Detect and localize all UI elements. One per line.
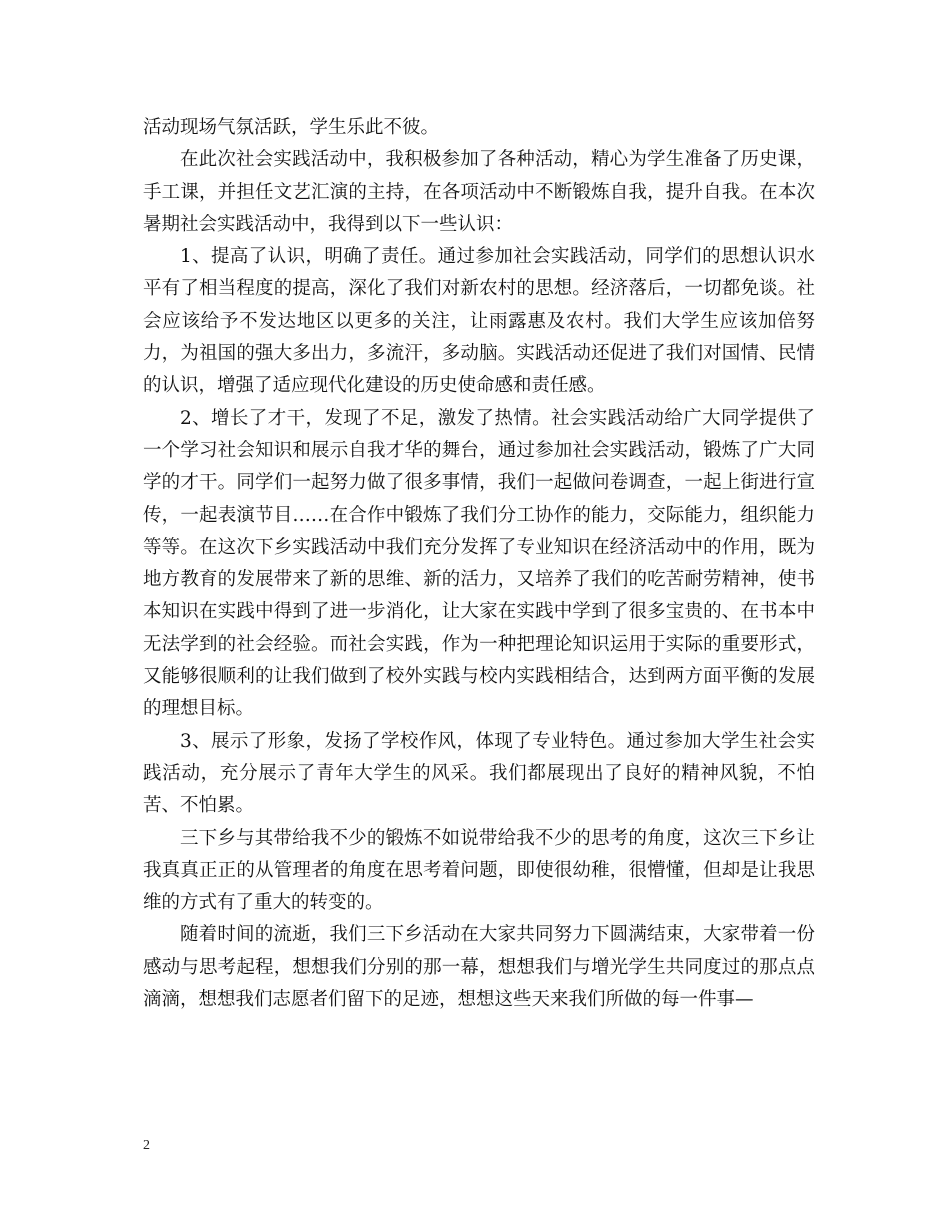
paragraph-3: 1、提高了认识，明确了责任。通过参加社会实践活动，同学们的思想认识水平有了相当程度的提高，深化了我们对新农村的思想。经济落后，一切都免谈。社会应该给予不发达地区以更多的关注，让雨露惠及农村。我们大学生应该加倍努力，为祖国的强大多出力，多流汗，多动脑。实践活动还促进了我们对国情、民情的认识，增强了适应现代化建设的历史使命感和责任感。 (143, 246, 815, 397)
paragraph-1: 活动现场气氛活跃，学生乐此不彼。 (143, 117, 440, 138)
paragraph-6: 三下乡与其带给我不少的锻炼不如说带给我不少的思考的角度，这次三下乡让我真真正正的从管理者的角度在思考着问题，即使很幼稚，很懵懂，但却是让我思维的方式有了重大的转变的。 (143, 827, 815, 914)
paragraph-4: 2、增长了才干，发现了不足，激发了热情。社会实践活动给广大同学提供了一个学习社会知识和展示自我才华的舞台，通过参加社会实践活动，锻炼了广大同学的才干。同学们一起努力做了很多事情，我们一起做问卷调查，一起上街进行宣传，一起表演节目……在合作中锻炼了我们分工协作的能力，交际能力，组织能力等等。在这次下乡实践活动中我们充分发挥了专业知识在经济活动中的作用，既为地方教育的发展带来了新的思维、新的活力，又培养了我们的吃苦耐劳精神，使书本知识在实践中得到了进一步消化，让大家在实践中学到了很多宝贵的、在书本中无法学到的社会经验。而社会实践，作为一种把理论知识运用于实际的重要形式，又能够很顺利的让我们做到了校外实践与校内实践相结合，达到两方面平衡的发展的理想目标。 (143, 407, 815, 720)
document-body (143, 112, 815, 1016)
paragraph-7: 随着时间的流逝，我们三下乡活动在大家共同努力下圆满结束，大家带着一份感动与思考起程，想想我们分别的那一幕，想想我们与增光学生共同度过的那点点滴滴，想想我们志愿者们留下的足迹，想想这些天来我们所做的每一件事— (143, 924, 815, 1011)
paragraph-5: 3、展示了形象，发扬了学校作风，体现了专业特色。通过参加大学生社会实践活动，充分展示了青年大学生的风采。我们都展现出了良好的精神风貌，不怕苦、不怕累。 (143, 730, 815, 817)
paragraph-2: 在此次社会实践活动中，我积极参加了各种活动，精心为学生准备了历史课，手工课，并担任文艺汇演的主持，在各项活动中不断锻炼自我，提升自我。在本次暑期社会实践活动中，我得到以下一些认识： (143, 149, 815, 235)
page-number: 2 (143, 1138, 150, 1153)
